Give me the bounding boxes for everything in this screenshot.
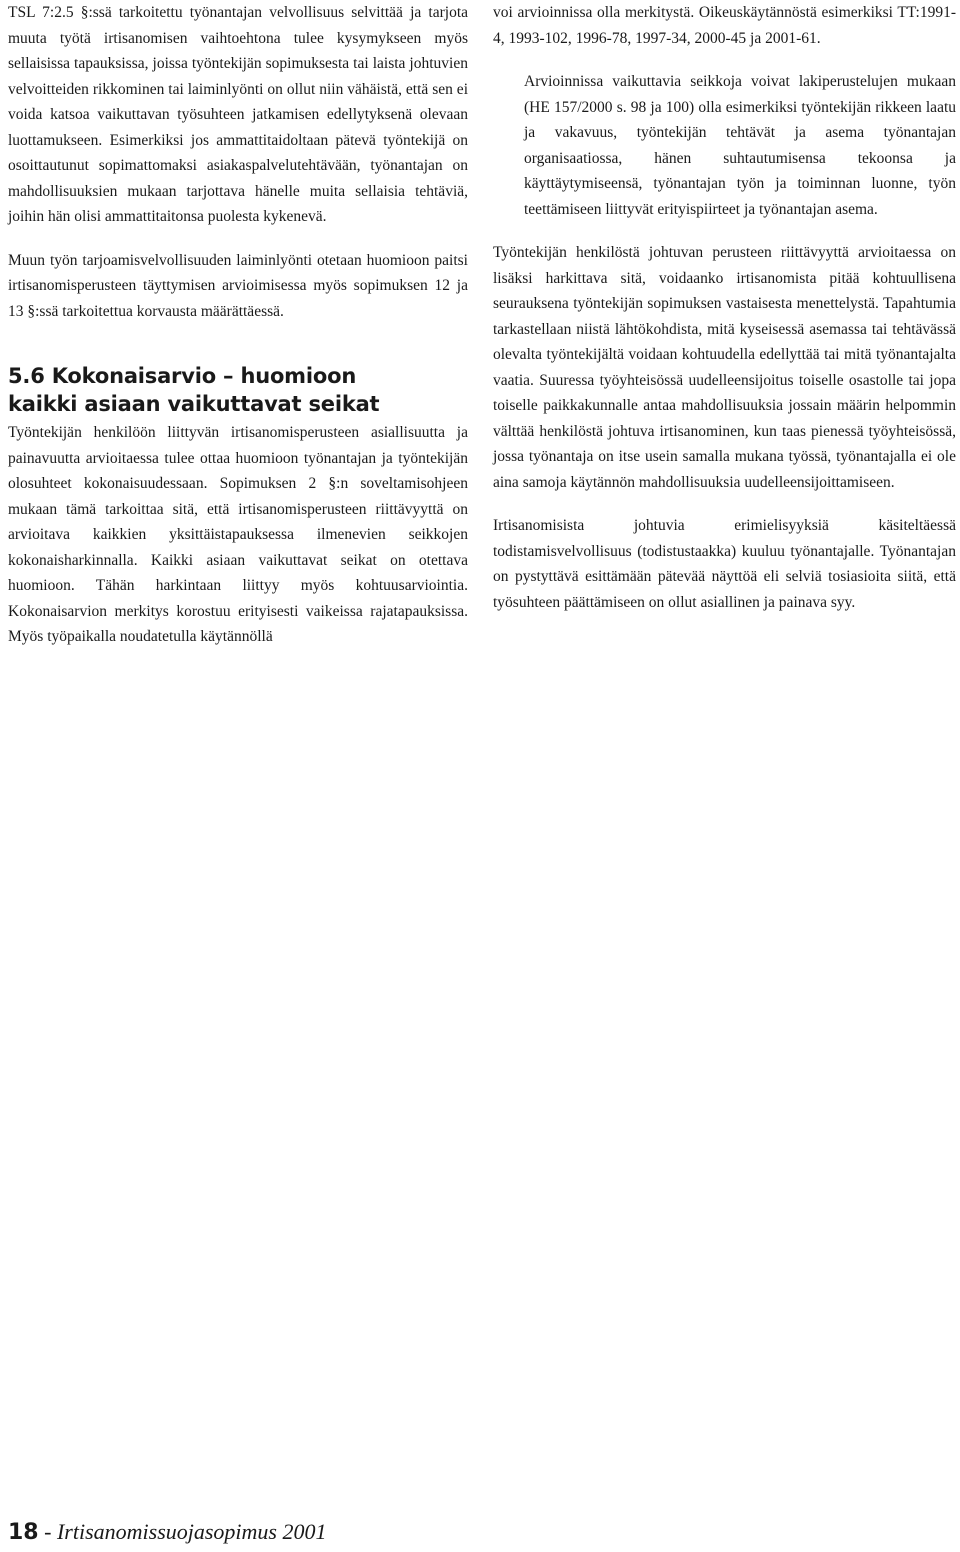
section-heading-line-1: 5.6 Kokonaisarvio – huomioon bbox=[8, 364, 357, 388]
footer-separator: - bbox=[38, 1519, 57, 1544]
paragraph-todistamisvelvollisuus: Irtisanomisista johtuvia erimielisyyksiä käsiteltäessä todistamisvelvollisuus (todistustaakka) kuuluu työnantajalle. Työnantajan on pystyttävä esittämään pätevää näyttöä eli selviä tosiasioita siitä, että työsuhteen päättämiseen on ollut asiallinen ja painava syy. bbox=[493, 517, 956, 611]
section-heading-line-2: kaikki asiaan vaikuttavat seikat bbox=[8, 392, 380, 416]
section-heading-5-6 bbox=[8, 362, 468, 418]
page-number: 18 bbox=[8, 1520, 39, 1545]
paragraph-henkilosta-johtuvan: Työntekijän henkilöstä johtuvan perusteen riittävyyttä arvioitaessa on lisäksi harkittava sitä, voidaanko irtisanomista pitää kohtuullisena seurauksena työntekijän sopimuksen vastaisesta menettelystä. Tapahtumia tarkastellaan niistä lähtökohdista, mitä kyseisessä asemassa tai tehtävässä olevalta työntekijältä voidaan kohtuudella edellyttää tai mitä työnantajalta vaatia. Suuressa työyhteisössä uudelleensijoitus toiselle osastolle tai jopa toiselle paikkakunnalle antaa mahdollisuuksia jossain määrin helpommin välttää henkilöstä johtuva irtisanominen, kun taas pienessä työyhteisössä, jossa työnantaja on itse usein samalla mukana työssä, työnantajalla ei ole aina samoja käytännön mahdollisuuksia uudelleensijoittamiseen. bbox=[493, 244, 956, 491]
paragraph-kokonaisarvio: Työntekijän henkilöön liittyvän irtisanomisperusteen asiallisuutta ja painavuutta arvioitaessa tulee ottaa huomioon työnantajan ja työntekijän olosuhteet kokonaisuudessaan. Sopimuksen 2 §:n soveltamisohjeen mukaan tämä tarkoittaa sitä, että irtisanomisperusteen riittävyyttä on arvioitava kaikkien yksittäistapauksessa ilmenevien seikkojen kokonaisharkinnalla. Kaikki asiaan vaikuttavat seikat on otettava huomioon. Tähän harkintaan liittyy myös kohtuusarviointia. Kokonaisarvion merkitys korostuu erityisesti vaikeissa rajatapauksissa. Myös työpaikalla noudatetulla käytännöllä bbox=[8, 424, 468, 645]
paragraph-muun-tyon: Muun työn tarjoamisvelvollisuuden laiminlyönti otetaan huomioon paitsi irtisanomisperusteen täyttymisen arvioimisessa myös sopimuksen 12 ja 13 §:ssä tarkoitettua korvausta määrättäessä. bbox=[8, 251, 468, 320]
paragraph-tsl-7-2-5: TSL 7:2.5 §:ssä tarkoitettu työnantajan velvollisuus selvittää ja tarjota muuta työtä irtisanomisen vaihtoehtona tulee kysymykseen myös sellaisissa tapauksissa, joissa työntekijän sopimuksesta tai laista johtuvien velvoitteiden rikkominen tai laiminlyönti on ollut niin vähäistä, että sen ei voida katsoa vaikuttavan työsuhteen jatkamisen edellytyksenä olevaan luottamukseen. Esimerkiksi jos ammattitaidoltaan pätevä työntekijä on osoittautunut sopimattomaksi asiakaspalvelutehtävään, työnantajan on mahdollisuuksien mukaan tarjottava hänelle muita sellaisia tehtäviä, joihin hän olisi ammattitaitonsa puolesta kykenevä. bbox=[8, 4, 468, 225]
paragraph-arvioinnissa-indented: Arvioinnissa vaikuttavia seikkoja voivat lakiperustelujen mukaan (HE 157/2000 s. 98 ja 100) olla esimerkiksi työntekijän rikkeen laatu ja vakavuus, työntekijän tehtävät ja asema työnantajan organisaatiossa, hänen suhtautumisensa tekoonsa ja käyttäytymiseensä, työnantajan työn ja toiminnan luonne, työn teettämiseen liittyvät erityispiirteet ja työnantajan asema. bbox=[524, 73, 956, 218]
right-column bbox=[493, 0, 956, 615]
paragraph-continued: voi arvioinnissa olla merkitystä. Oikeuskäytännöstä esimerkiksi TT:1991-4, 1993-102, 1996-78, 1997-34, 2000-45 ja 2001-61. bbox=[493, 4, 956, 47]
page-footer bbox=[8, 1518, 327, 1547]
publication-title: Irtisanomissuojasopimus 2001 bbox=[56, 1519, 327, 1544]
left-column bbox=[8, 0, 468, 650]
